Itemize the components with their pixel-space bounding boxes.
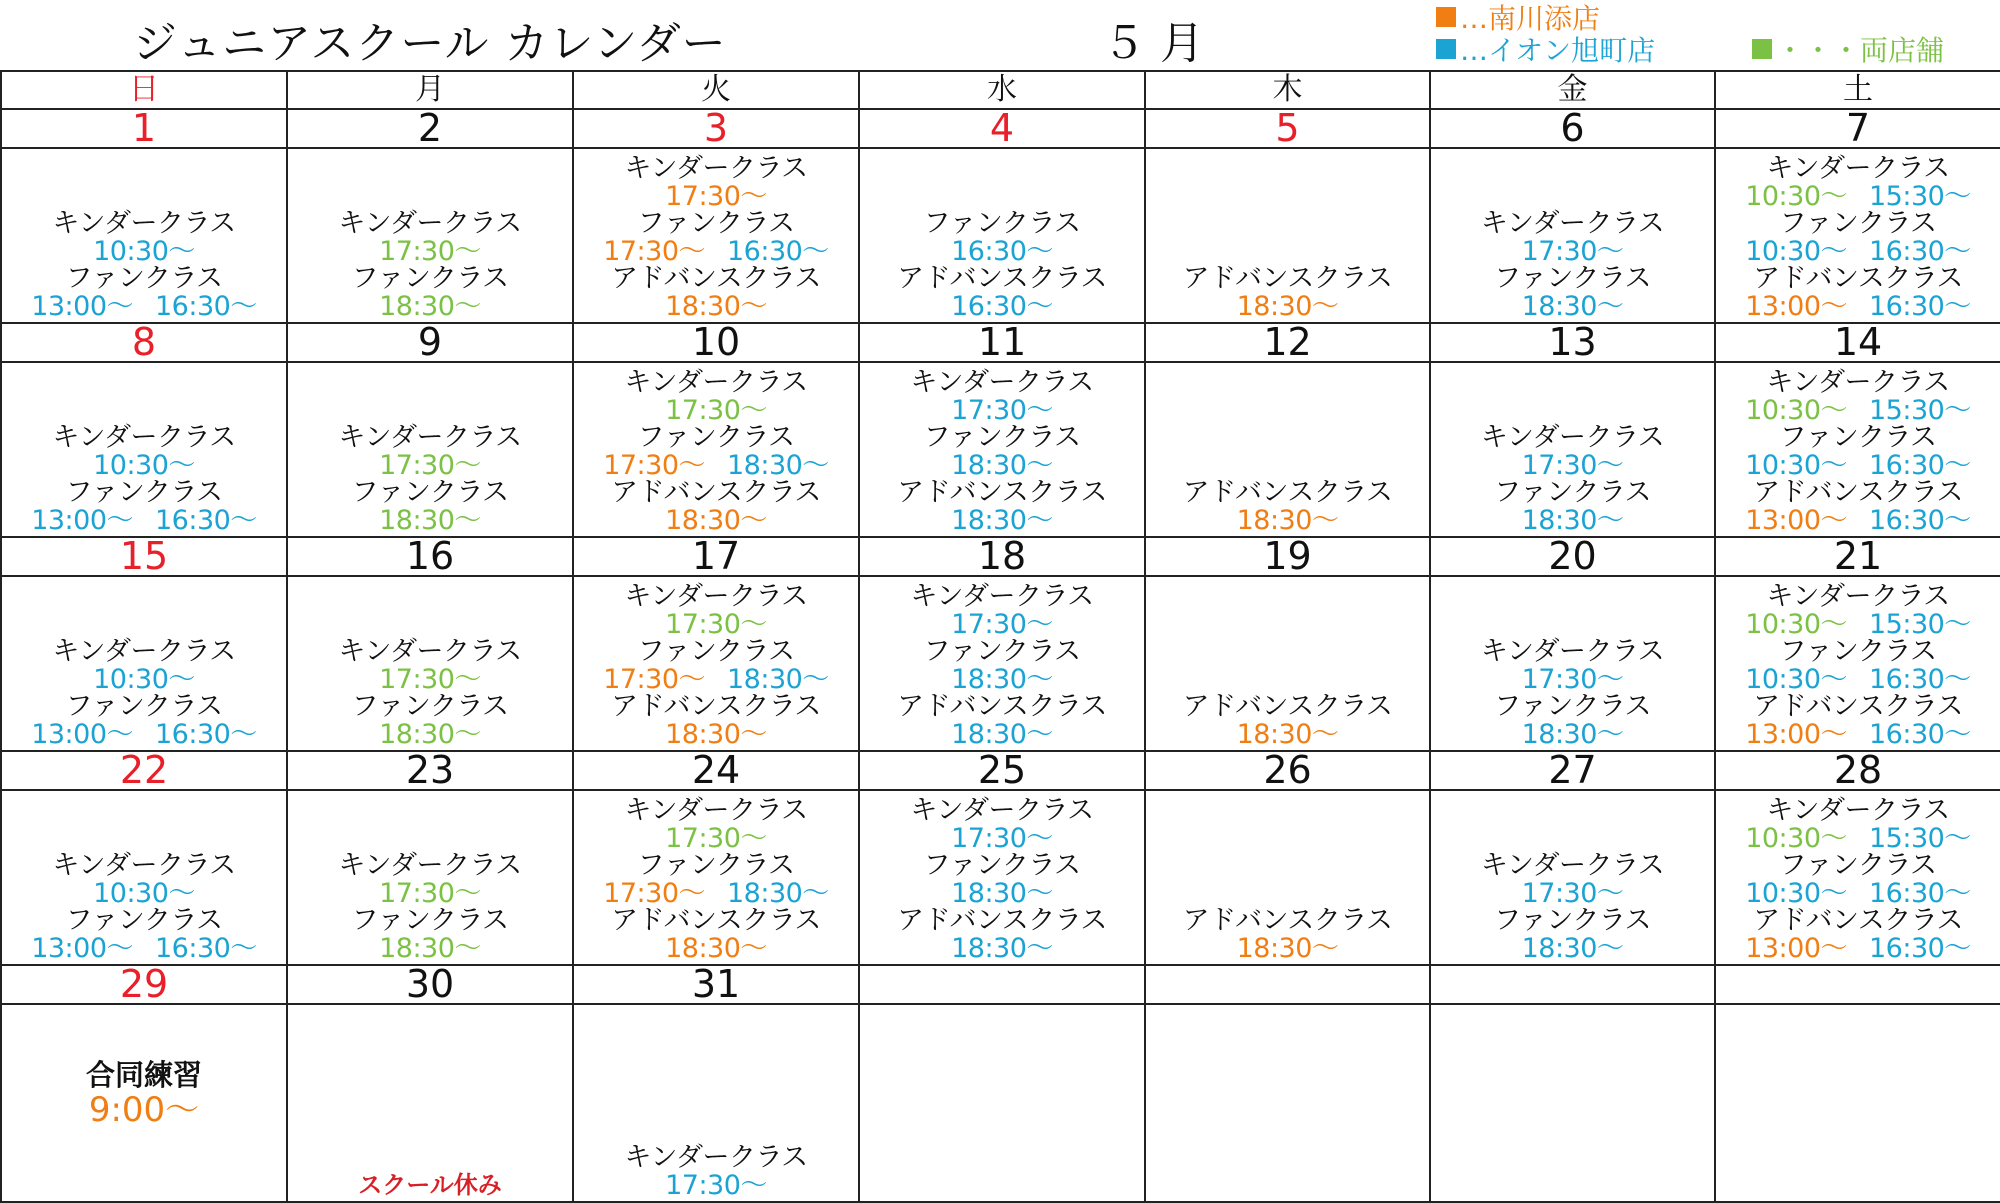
schedule-cell: [287, 362, 573, 537]
class-name: ファンクラス: [351, 263, 509, 294]
class-time: 18:30～: [727, 449, 829, 481]
class-time: 18:30～: [1236, 718, 1339, 750]
class-time: 10:30～: [1745, 877, 1847, 909]
month-label: ５ 月: [1102, 18, 1204, 69]
class-time: 10:30～: [1745, 394, 1847, 426]
class-name: アドバンスクラス: [1753, 691, 1963, 722]
schedule-cell: [1145, 362, 1430, 537]
class-time: 16:30～: [727, 235, 829, 267]
class-time: 18:30～: [665, 932, 767, 964]
class-name: ファンクラス: [1493, 477, 1652, 508]
date-cell: 1: [1, 109, 287, 148]
class-time: 18:30～: [379, 932, 481, 964]
date-cell: 22: [1, 751, 287, 790]
class-time: 16:30～: [1869, 290, 1971, 322]
class-name: アドバンスクラス: [611, 263, 821, 294]
class-name: アドバンスクラス: [1753, 905, 1963, 936]
class-time: 16:30～: [155, 718, 257, 750]
class-time: 17:30～: [951, 822, 1053, 854]
class-name: キンダークラス: [910, 795, 1094, 826]
class-name: ファンクラス: [637, 636, 795, 667]
class-time: 18:30～: [379, 290, 481, 322]
class-name: ファンクラス: [65, 477, 223, 508]
class-time: 17:30～: [951, 608, 1053, 640]
class-time: 16:30～: [1869, 449, 1971, 481]
class-time: 17:30～: [603, 877, 705, 909]
schedule-cell: [1430, 362, 1715, 537]
class-time: 10:30～: [93, 877, 195, 909]
date-cell: 17: [573, 537, 859, 576]
weekday-sat: 土: [1715, 71, 2000, 109]
legend-minami: …南川添店: [1436, 2, 1600, 36]
class-time: 16:30～: [1869, 877, 1971, 909]
schedule-cell: [287, 1004, 573, 1202]
weekday-thu: 木: [1145, 71, 1430, 109]
class-name: ファンクラス: [923, 422, 1081, 453]
schedule-row: [1, 1004, 2000, 1202]
class-time: 16:30～: [1869, 663, 1971, 695]
class-time: 17:30～: [603, 663, 705, 695]
class-time: 16:30～: [1869, 932, 1971, 964]
schedule-cell: [573, 1004, 859, 1202]
class-name: キンダークラス: [1766, 581, 1950, 612]
class-time: 10:30～: [93, 449, 195, 481]
class-name: キンダークラス: [910, 367, 1094, 398]
schedule-cell: [859, 790, 1145, 965]
class-name: ファンクラス: [1493, 263, 1652, 294]
date-cell: 23: [287, 751, 573, 790]
class-time: 18:30～: [951, 932, 1053, 964]
class-name: キンダークラス: [52, 636, 236, 667]
date-cell: 6: [1430, 109, 1715, 148]
class-time: 10:30～: [1745, 663, 1847, 695]
calendar-title: ジュニアスクール カレンダー: [133, 18, 727, 69]
class-time: 16:30～: [951, 290, 1053, 322]
class-time: 18:30～: [1521, 290, 1624, 322]
class-name: キンダークラス: [338, 636, 522, 667]
class-time: 10:30～: [1745, 180, 1847, 212]
weekday-row: [1, 71, 2000, 109]
class-time: 13:00～: [1745, 718, 1847, 750]
class-name: キンダークラス: [1766, 795, 1950, 826]
date-row: [1, 537, 2000, 576]
class-name: アドバンスクラス: [1753, 263, 1963, 294]
class-time: 17:30～: [1521, 877, 1624, 909]
class-time: 17:30～: [665, 394, 767, 426]
class-name: キンダークラス: [52, 208, 236, 239]
class-time: 17:30～: [665, 608, 767, 640]
date-cell: 4: [859, 109, 1145, 148]
class-name: キンダークラス: [624, 367, 808, 398]
class-name: アドバンスクラス: [1182, 905, 1393, 936]
schedule-cell: [1715, 790, 2000, 965]
date-cell: 2: [287, 109, 573, 148]
class-name: キンダークラス: [1480, 850, 1665, 881]
orange-square-icon: [1436, 7, 1456, 27]
class-time: 15:30～: [1869, 822, 1971, 854]
date-cell: 29: [1, 965, 287, 1004]
weekday-mon: 月: [287, 71, 573, 109]
class-time: 17:30～: [603, 449, 705, 481]
class-time: 17:30～: [1521, 235, 1624, 267]
date-row: [1, 751, 2000, 790]
class-name: アドバンスクラス: [1753, 477, 1963, 508]
class-time: 10:30～: [1745, 608, 1847, 640]
class-name: キンダークラス: [1766, 153, 1950, 184]
class-time: 10:30～: [93, 235, 195, 267]
class-name: ファンクラス: [1493, 691, 1652, 722]
schedule-cell: [859, 362, 1145, 537]
date-cell: 19: [1145, 537, 1430, 576]
class-time: 17:30～: [1521, 449, 1624, 481]
class-time: 18:30～: [951, 877, 1053, 909]
date-cell: 20: [1430, 537, 1715, 576]
class-name: キンダークラス: [1480, 208, 1665, 239]
class-time: 16:30～: [155, 504, 257, 536]
schedule-row: [1, 576, 2000, 751]
class-time: 17:30～: [665, 1169, 767, 1201]
class-time: 18:30～: [951, 718, 1053, 750]
class-name: キンダークラス: [624, 581, 808, 612]
date-cell: 31: [573, 965, 859, 1004]
date-row: [1, 323, 2000, 362]
class-name: アドバンスクラス: [897, 477, 1107, 508]
class-name: キンダークラス: [1480, 422, 1665, 453]
schedule-row: [1, 148, 2000, 323]
date-cell: 12: [1145, 323, 1430, 362]
schedule-cell: [1, 576, 287, 751]
class-time: 10:30～: [1745, 235, 1847, 267]
weekday-wed: 水: [859, 71, 1145, 109]
date-cell: 24: [573, 751, 859, 790]
class-time: 18:30～: [665, 504, 767, 536]
legend-aeon: …イオン旭町店: [1436, 34, 1655, 68]
date-cell: 9: [287, 323, 573, 362]
date-cell: 21: [1715, 537, 2000, 576]
schedule-cell: [1145, 790, 1430, 965]
class-time: 18:30～: [1521, 504, 1624, 536]
class-name: アドバンスクラス: [611, 477, 821, 508]
class-name: アドバンスクラス: [611, 905, 821, 936]
class-time: 18:30～: [665, 290, 767, 322]
class-time: 16:30～: [951, 235, 1053, 267]
schedule-cell: [287, 148, 573, 323]
class-name: ファンクラス: [1779, 208, 1937, 239]
class-name: キンダークラス: [52, 422, 236, 453]
date-cell: 3: [573, 109, 859, 148]
class-name: キンダークラス: [1480, 636, 1665, 667]
schedule-cell: [573, 148, 859, 323]
class-name: キンダークラス: [910, 581, 1094, 612]
class-time: 16:30～: [1869, 235, 1971, 267]
class-time: 15:30～: [1869, 394, 1971, 426]
class-time: 17:30～: [379, 235, 481, 267]
class-name: アドバンスクラス: [611, 691, 821, 722]
weekday-sun: 日: [1, 71, 287, 109]
schedule-cell: [287, 790, 573, 965]
class-time: 18:30～: [379, 504, 481, 536]
date-cell: 28: [1715, 751, 2000, 790]
class-time: 17:30～: [1521, 663, 1624, 695]
schedule-cell: [573, 790, 859, 965]
date-cell: 16: [287, 537, 573, 576]
date-cell: [1430, 965, 1715, 1004]
schedule-cell: [1430, 148, 1715, 323]
class-time: 15:30～: [1869, 608, 1971, 640]
class-time: 18:30～: [1236, 932, 1339, 964]
class-time: 13:00～: [31, 504, 133, 536]
legend-both: ・・・両店舗: [1752, 34, 1944, 68]
date-cell: 13: [1430, 323, 1715, 362]
class-time: 16:30～: [155, 290, 257, 322]
class-name: ファンクラス: [637, 208, 795, 239]
schedule-cell: [1715, 1004, 2000, 1202]
class-name: ファンクラス: [65, 691, 223, 722]
date-row: [1, 109, 2000, 148]
class-time: 17:30～: [379, 449, 481, 481]
date-cell: 5: [1145, 109, 1430, 148]
class-name: キンダークラス: [52, 850, 236, 881]
schedule-cell: [1, 148, 287, 323]
weekday-tue: 火: [573, 71, 859, 109]
class-name: ファンクラス: [1779, 850, 1937, 881]
class-name: キンダークラス: [1766, 367, 1950, 398]
schedule-cell: [573, 576, 859, 751]
class-time: 18:30～: [727, 663, 829, 695]
class-time: 17:30～: [379, 663, 481, 695]
date-cell: [859, 965, 1145, 1004]
schedule-row: [1, 362, 2000, 537]
class-time: 18:30～: [951, 504, 1053, 536]
date-cell: 7: [1715, 109, 2000, 148]
date-cell: 15: [1, 537, 287, 576]
class-name: ファンクラス: [351, 477, 509, 508]
schedule-cell: [1715, 148, 2000, 323]
schedule-cell: [1715, 362, 2000, 537]
date-cell: 11: [859, 323, 1145, 362]
class-time: 18:30～: [1521, 718, 1624, 750]
class-time: 17:30～: [603, 235, 705, 267]
date-cell: 10: [573, 323, 859, 362]
class-name: ファンクラス: [1779, 422, 1937, 453]
class-name: アドバンスクラス: [897, 263, 1107, 294]
schedule-cell: [859, 148, 1145, 323]
class-name: アドバンスクラス: [1182, 691, 1393, 722]
class-time: 18:30～: [1236, 504, 1339, 536]
class-name: アドバンスクラス: [1182, 263, 1393, 294]
class-name: ファンクラス: [65, 263, 223, 294]
class-time: 18:30～: [727, 877, 829, 909]
class-time: 10:30～: [1745, 822, 1847, 854]
class-time: 18:30～: [951, 449, 1053, 481]
class-name: ファンクラス: [923, 850, 1081, 881]
class-name: キンダークラス: [338, 850, 522, 881]
class-time: 15:30～: [1869, 180, 1971, 212]
schedule-cell: [573, 362, 859, 537]
schedule-cell: [1430, 576, 1715, 751]
class-name: ファンクラス: [1493, 905, 1652, 936]
class-time: 13:00～: [1745, 290, 1847, 322]
calendar-grid: [0, 70, 2000, 1203]
class-name: ファンクラス: [923, 636, 1081, 667]
schedule-cell: [1430, 790, 1715, 965]
class-time: 17:30～: [665, 822, 767, 854]
class-time: 18:30～: [379, 718, 481, 750]
class-time: 13:00～: [31, 718, 133, 750]
class-time: 17:30～: [379, 877, 481, 909]
schedule-cell: [1715, 576, 2000, 751]
class-time: 10:30～: [93, 663, 195, 695]
class-name: ファンクラス: [1779, 636, 1937, 667]
schedule-cell: [1145, 576, 1430, 751]
class-name: ファンクラス: [351, 905, 509, 936]
date-cell: 26: [1145, 751, 1430, 790]
schedule-cell: [1, 1004, 287, 1202]
class-name: ファンクラス: [923, 208, 1081, 239]
class-time: 13:00～: [1745, 932, 1847, 964]
date-row: [1, 965, 2000, 1004]
date-cell: 25: [859, 751, 1145, 790]
class-name: アドバンスクラス: [897, 905, 1107, 936]
class-time: 16:30～: [1869, 504, 1971, 536]
class-name: キンダークラス: [338, 208, 522, 239]
class-name: キンダークラス: [624, 795, 808, 826]
date-cell: 8: [1, 323, 287, 362]
class-name: ファンクラス: [351, 691, 509, 722]
class-name: ファンクラス: [637, 422, 795, 453]
schedule-cell: [859, 1004, 1145, 1202]
date-cell: 14: [1715, 323, 2000, 362]
class-time: 17:30～: [951, 394, 1053, 426]
schedule-cell: [1145, 148, 1430, 323]
class-time: 16:30～: [155, 932, 257, 964]
schedule-cell: [1, 362, 287, 537]
class-name: アドバンスクラス: [897, 691, 1107, 722]
class-time: 13:00～: [31, 932, 133, 964]
class-time: 18:30～: [1521, 932, 1624, 964]
class-name: ファンクラス: [637, 850, 795, 881]
date-cell: 30: [287, 965, 573, 1004]
joint-practice-time: 9:00～: [88, 1090, 200, 1130]
class-time: 13:00～: [1745, 504, 1847, 536]
class-time: 17:30～: [665, 180, 767, 212]
date-cell: 18: [859, 537, 1145, 576]
schedule-cell: [1430, 1004, 1715, 1202]
class-time: 13:00～: [31, 290, 133, 322]
schedule-row: [1, 790, 2000, 965]
class-name: アドバンスクラス: [1182, 477, 1393, 508]
class-time: 10:30～: [1745, 449, 1847, 481]
date-cell: 27: [1430, 751, 1715, 790]
schedule-cell: [1, 790, 287, 965]
class-time: 18:30～: [1236, 290, 1339, 322]
schedule-cell: [859, 576, 1145, 751]
class-name: キンダークラス: [338, 422, 522, 453]
schedule-cell: [287, 576, 573, 751]
joint-practice-label: 合同練習: [85, 1058, 202, 1092]
class-name: ファンクラス: [65, 905, 223, 936]
class-time: 18:30～: [951, 663, 1053, 695]
green-square-icon: [1752, 39, 1772, 59]
class-name: キンダークラス: [624, 153, 808, 184]
school-holiday-note: スクール休み: [358, 1171, 502, 1199]
schedule-cell: [1145, 1004, 1430, 1202]
class-time: 18:30～: [665, 718, 767, 750]
date-cell: [1715, 965, 2000, 1004]
class-time: 16:30～: [1869, 718, 1971, 750]
weekday-fri: 金: [1430, 71, 1715, 109]
date-cell: [1145, 965, 1430, 1004]
blue-square-icon: [1436, 39, 1456, 59]
class-name: キンダークラス: [624, 1142, 808, 1173]
